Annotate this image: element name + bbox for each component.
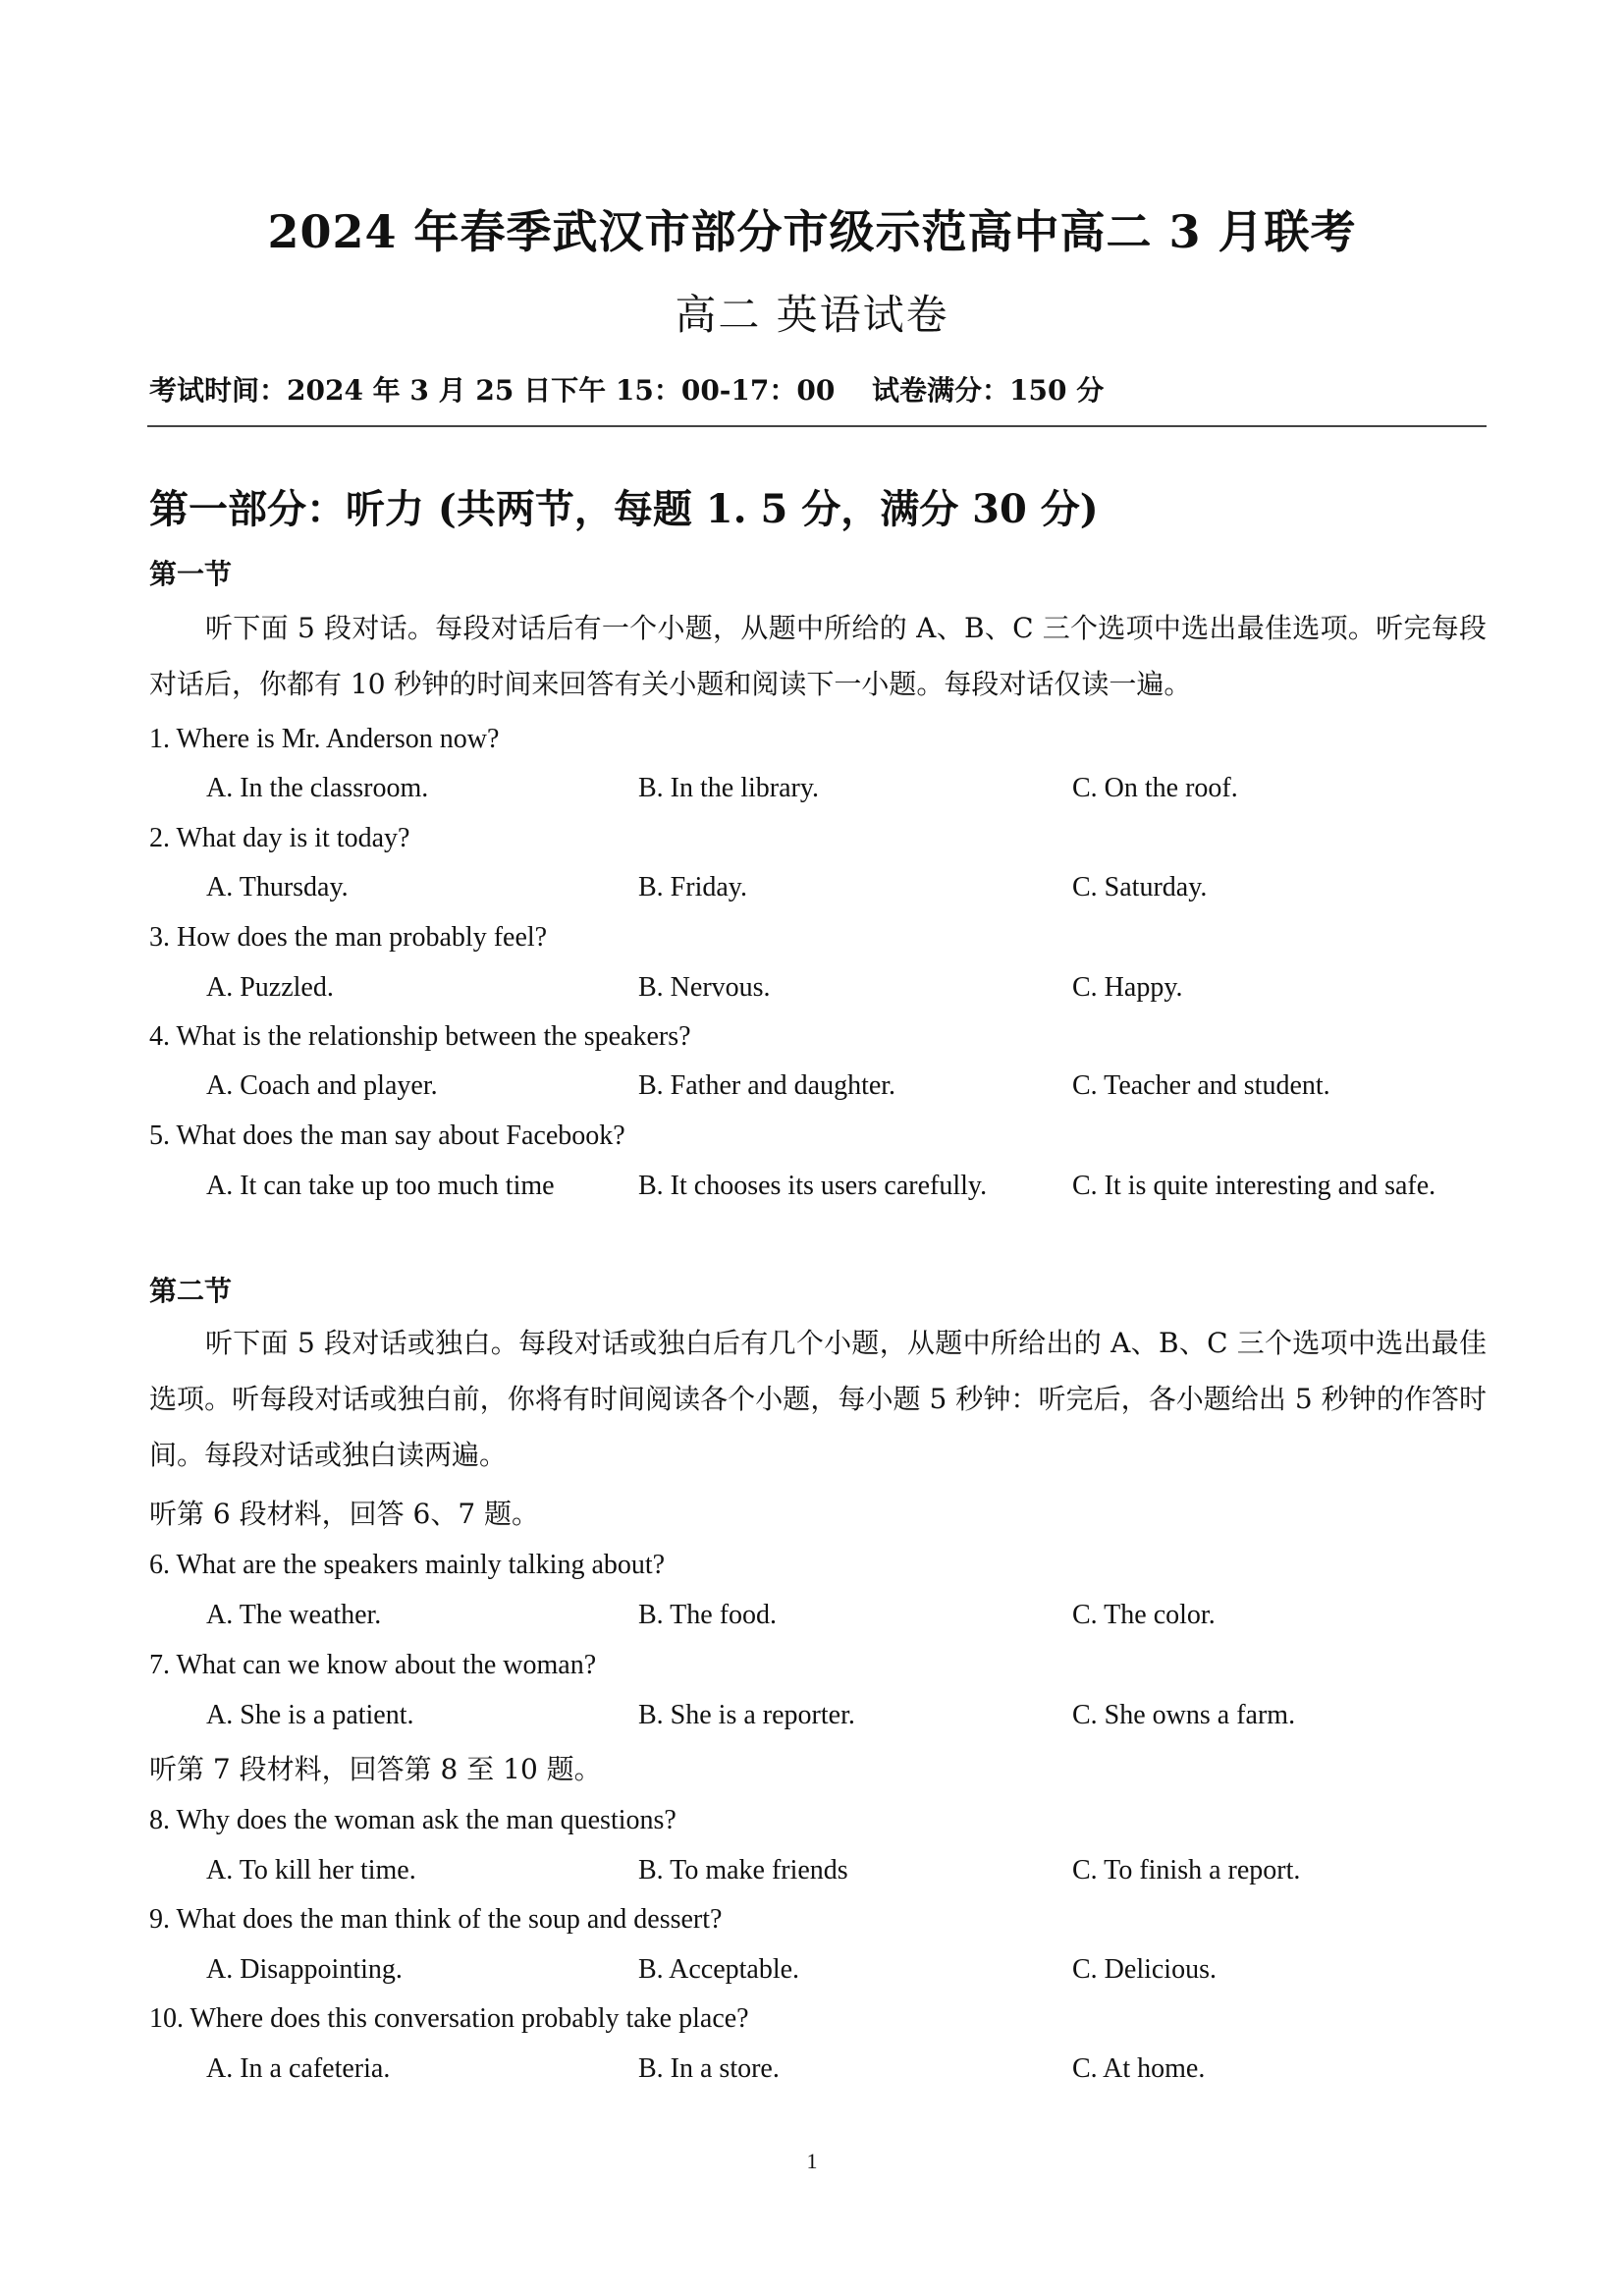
question-8-option-a: A. To kill her time. [206,1855,416,1885]
question-6-option-b: B. The food. [638,1600,778,1630]
question-9-option-c: C. Delicious. [1072,1954,1217,1985]
question-1: 1. Where is Mr. Anderson now? [149,724,500,754]
question-2-option-c: C. Saturday. [1072,872,1208,902]
question-10: 10. Where does this conversation probably take place? [149,2003,749,2034]
full-score: 试卷满分：150 分 [872,374,1105,407]
question-4: 4. What is the relationship between the speakers? [149,1021,691,1052]
question-5-option-a: A. It can take up too much time [206,1171,555,1201]
section1-instructions: 听下面 5 段对话。每段对话后有一个小题，从题中所给的 A、B、C 三个选项中选出最佳选项。听完每段对话后，你都有 10 秒钟的时间来回答有关小题和阅读下一小题。每段对话仅读一遍。 [149,612,1487,700]
question-2: 2. What day is it today? [149,823,410,853]
question-1-option-a: A. In the classroom. [206,773,429,803]
question-1-option-c: C. On the roof. [1072,773,1238,803]
question-5-option-b: B. It chooses its users carefully. [638,1171,988,1201]
exam-title: 2024 年春季武汉市部分市级示范高中高二 3 月联考 [267,205,1357,258]
question-9: 9. What does the man think of the soup and dessert? [149,1904,723,1935]
question-8: 8. Why does the woman ask the man questions? [149,1805,677,1835]
exam-time: 考试时间：2024 年 3 月 25 日下午 15：00-17：00 [149,374,836,407]
question-1-option-b: B. In the library. [638,773,820,803]
section2-title: 第二节 [149,1275,233,1307]
section1-title: 第一节 [149,558,233,590]
question-10-option-c: C. At home. [1072,2053,1206,2084]
question-3: 3. How does the man probably feel? [149,922,548,953]
question-4-option-b: B. Father and daughter. [638,1070,896,1101]
page-number: 1 [806,2149,818,2173]
question-2-option-b: B. Friday. [638,872,747,902]
question-3-option-c: C. Happy. [1072,972,1183,1003]
question-3-option-a: A. Puzzled. [206,972,334,1003]
material-7-note: 听第 7 段材料，回答第 8 至 10 题。 [149,1753,602,1785]
question-6: 6. What are the speakers mainly talking about? [149,1550,666,1580]
header-divider [147,425,1487,427]
question-9-option-a: A. Disappointing. [206,1954,403,1985]
question-10-option-b: B. In a store. [638,2053,780,2084]
question-2-option-a: A. Thursday. [206,872,349,902]
question-7-option-b: B. She is a reporter. [638,1700,855,1730]
question-4-option-a: A. Coach and player. [206,1070,438,1101]
question-6-option-c: C. The color. [1072,1600,1216,1630]
part1-title: 第一部分：听力 (共两节，每题 1. 5 分，满分 30 分) [149,486,1099,532]
question-4-option-c: C. Teacher and student. [1072,1070,1330,1101]
question-7-option-c: C. She owns a farm. [1072,1700,1296,1730]
material-6-note: 听第 6 段材料，回答 6、7 题。 [149,1498,540,1530]
question-8-option-c: C. To finish a report. [1072,1855,1301,1885]
question-10-option-a: A. In a cafeteria. [206,2053,391,2084]
question-7-option-a: A. She is a patient. [206,1700,414,1730]
section2-instructions: 听下面 5 段对话或独白。每段对话或独白后有几个小题，从题中所给出的 A、B、C 三个选项中选出最佳选项。听每段对话或独白前，你将有时间阅读各个小题，每小题 5 秒钟：听完后，各小题给出 5 秒钟的作答时间。每段对话或独白读两遍。 [149,1327,1487,1471]
question-3-option-b: B. Nervous. [638,972,771,1003]
question-7: 7. What can we know about the woman? [149,1650,597,1680]
question-9-option-b: B. Acceptable. [638,1954,800,1985]
question-5: 5. What does the man say about Facebook? [149,1120,625,1151]
question-5-option-c: C. It is quite interesting and safe. [1072,1171,1436,1201]
question-8-option-b: B. To make friends [638,1855,848,1885]
exam-subtitle: 高二 英语试卷 [675,291,949,339]
question-6-option-a: A. The weather. [206,1600,382,1630]
